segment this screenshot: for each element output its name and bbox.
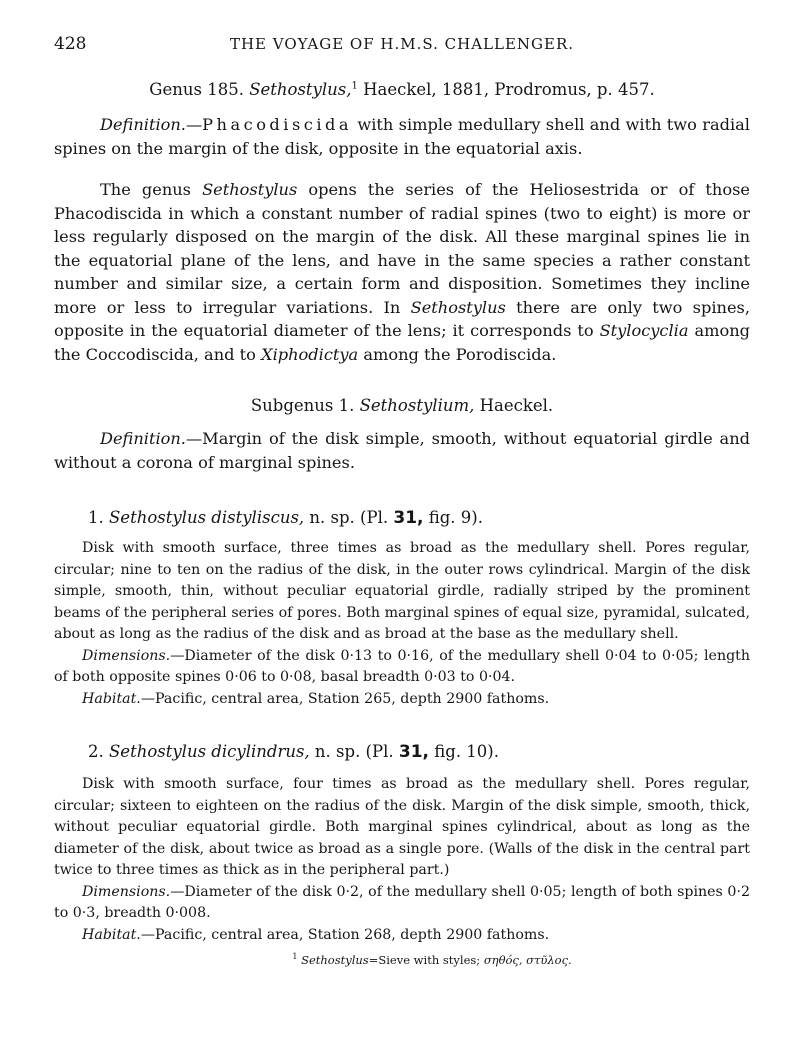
plate-number: 31, — [393, 508, 424, 528]
intro-taxon-4: Xiphodictya — [261, 344, 359, 364]
footnote-ref: 1 — [351, 80, 358, 92]
figure-ref: fig. 9). — [428, 508, 483, 527]
definition-label: Definition. — [100, 115, 186, 134]
figure-ref: fig. 10). — [434, 742, 499, 761]
species-description: Disk with smooth surface, three times as broad as the medullary shell. Pores regular, circular; nine to ten on the radius of the disk, in the outer rows cylindrical. Margin of the disk simple, smooth, thin, without peculiar equatorial girdle, radially striped by the prominent beams of the peripheral series of pores. Both marginal spines of equal size, pyramidal, sulcated, about as long as the radius of the disk and as broad at the base as the medullary shell. — [54, 540, 750, 642]
intro-paragraph — [54, 178, 750, 366]
intro-taxon-2: Sethostylus — [410, 297, 506, 317]
subgenus-definition-text: —Margin of the disk simple, smooth, without equatorial girdle and without a corona of marginal spines. — [54, 429, 750, 472]
species-habitat — [54, 925, 750, 947]
species-status: n. sp. (Pl. — [314, 742, 394, 761]
page-number: 428 — [54, 34, 87, 54]
footnote-text: =Sieve with styles; — [368, 952, 481, 967]
species-dimensions — [54, 646, 750, 689]
subgenus-label: Subgenus 1. — [250, 396, 355, 415]
species-name: Sethostylus dicylindrus, — [109, 742, 310, 761]
intro-text-3: there are only two spines, opposite in the equatorial diameter of the lens; it corresponds to — [54, 297, 750, 340]
definition-family: Phacodiscida — [202, 115, 353, 134]
subgenus-definition — [54, 427, 750, 474]
habitat-text: —Pacific, central area, Station 268, depth 2900 fathoms. — [140, 926, 550, 943]
subgenus-name: Sethostylium, — [359, 396, 475, 415]
species-description: Disk with smooth surface, four times as broad as the medullary shell. Pores regular, circular; sixteen to eighteen on the radius of the disk. Margin of the disk simple, smooth, thick, without peculiar equatorial girdle. Both marginal spines cylindrical, about as long as the diameter of the disk, about twice as broad as a single pore. (Walls of the disk in the central part twice to three times as thick as in the peripheral part.) — [54, 776, 750, 878]
species-name: Sethostylus distyliscus, — [109, 508, 305, 527]
footnote-mark: 1 — [292, 952, 298, 961]
running-head: THE VOYAGE OF H.M.S. CHALLENGER. — [229, 35, 575, 53]
species-heading — [88, 742, 750, 762]
species-heading — [88, 508, 750, 528]
genus-citation: Haeckel, 1881, Prodromus, p. 457. — [363, 80, 655, 99]
habitat-label: Habitat. — [82, 926, 141, 943]
subgenus-definition-label: Definition. — [100, 429, 186, 448]
intro-taxon-3: Stylocyclia — [599, 321, 689, 340]
plate-number: 31, — [398, 742, 429, 762]
footnote-greek: σηθός, στῦλος. — [483, 952, 572, 967]
intro-taxon-1: Sethostylus — [202, 180, 298, 199]
footnote-term: Sethostylus — [301, 952, 369, 967]
footnote — [114, 952, 750, 967]
intro-text-1: The genus — [100, 180, 191, 199]
dimensions-label: Dimensions. — [82, 647, 171, 664]
genus-definition: Definition.—Phacodiscida with simple medullary shell and with two radial spines on the margin of the disk, opposite in the equatorial axis. — [54, 115, 750, 158]
page-header — [54, 34, 750, 64]
species-number: 1. — [88, 508, 104, 527]
species-habitat — [54, 689, 750, 711]
subgenus-author: Haeckel. — [479, 396, 554, 415]
dimensions-label: Dimensions. — [82, 883, 171, 900]
genus-name: Sethostylus, — [249, 80, 352, 99]
species-status: n. sp. (Pl. — [309, 508, 389, 527]
habitat-label: Habitat. — [82, 690, 141, 707]
dimensions-text: —Diameter of the disk 0·13 to 0·16, of the medullary shell 0·04 to 0·05; length of both opposite spines 0·06 to 0·08, basal breadth 0·03 to 0·04. — [54, 647, 750, 685]
species-number: 2. — [88, 742, 104, 761]
species-dimensions — [54, 882, 750, 925]
intro-text-5: among the Porodiscida. — [363, 344, 557, 364]
subgenus-heading — [54, 396, 750, 415]
habitat-text: —Pacific, central area, Station 265, depth 2900 fathoms. — [140, 690, 550, 707]
dimensions-text: —Diameter of the disk 0·2, of the medullary shell 0·05; length of both spines 0·2 to 0·3, breadth 0·008. — [54, 883, 750, 921]
intro-text-2: opens the series of the Heliosestrida or of those Phacodiscida in which a constant number of radial spines (two to eight) is more or less regularly disposed on the margin of the disk. All these marginal spines lie in the equatorial plane of the lens, and have in the same species a rather constant number and similar size, a certain form and disposition. Sometimes they incline more or less to irregular variations. In — [54, 180, 750, 317]
genus-label: Genus 185. — [149, 80, 244, 99]
genus-heading — [54, 80, 750, 99]
intro-text-4: among the Coccodiscida, and to — [54, 321, 750, 364]
definition-text: with simple medullary shell and with two radial spines on the margin of the disk, opposite in the equatorial axis. — [54, 115, 750, 158]
